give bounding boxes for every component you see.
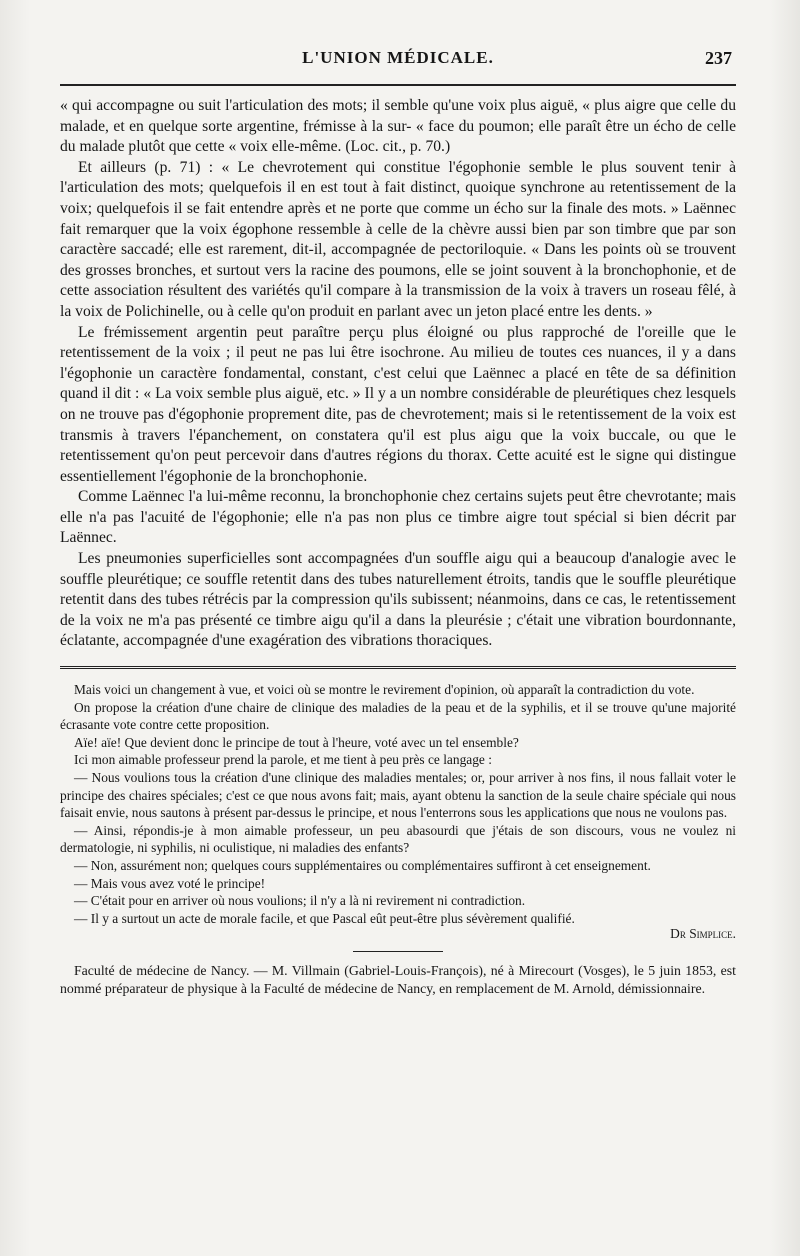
- news-item: [60, 962, 736, 998]
- paragraph-5: Les pneumonies superficielles sont accompagnées d'un souffle aigu qui a beaucoup d'analogie avec le souffle pleurétique; ce souffle retentit dans des tubes naturellement étroits, tandis que le souffle pleurétique retentit dans des tubes rétrécis par la compression qu'ils subissent; néanmoins, dans ce cas, le retentissement de la voix ne m'a pas présenté ce timbre aigu qu'il a dans la pleurésie ; c'était une vibration bourdonnante, éclatante, accompagnée d'une exagération des vibrations thoraciques.: [60, 550, 736, 650]
- main-text: [60, 96, 736, 652]
- header-rule: [60, 84, 736, 86]
- note-paragraph-5: — Nous voulions tous la création d'une clinique des maladies mentales; or, pour arriver à nos fins, il nous fallait voter le principe des chaires spéciales; c'est ce que nous avons fait; mais, ayant obtenu la sanction de la seule chaire spéciale qui nous faisait envie, nous sautons à présent par-dessus le principe, et nous l'enterrons sous les applications que nous ne voulons pas.: [60, 770, 736, 821]
- paragraph-1: « qui accompagne ou suit l'articulation des mots; il semble qu'une voix plus aiguë, « plus aigre que celle du malade, et en quelque sorte argentine, frémisse à la sur- « face du poumon; elle paraît être un écho de celle du malade plutôt que cette « voix elle-même. (Loc. cit., p. 70.): [60, 97, 736, 156]
- note-paragraph-8: — Mais vous avez voté le principe!: [74, 875, 266, 891]
- signature: Dr Simplice.: [670, 926, 736, 942]
- news-paragraph: Faculté de médecine de Nancy. — M. Villmain (Gabriel-Louis-François), né à Mirecourt (Vosges), le 5 juin 1853, est nommé préparateur de physique à la Faculté de médecine de Nancy, en remplacement de M. Arnold, démissionnaire.: [60, 962, 736, 996]
- note-paragraph-10: — Il y a surtout un acte de morale facile, et que Pascal eût peut-être plus sévèrement qualifié.: [74, 910, 575, 926]
- note-paragraph-7: — Non, assurément non; quelques cours supplémentaires ou complémentaires suffiront à cet enseignement.: [74, 857, 651, 873]
- note-paragraph-2: On propose la création d'une chaire de clinique des maladies de la peau et de la syphilis, et il se trouve qu'une majorité écrasante vote contre cette proposition.: [60, 699, 736, 733]
- page-header: [60, 48, 736, 80]
- feuilleton-note: [60, 681, 736, 943]
- paragraph-2: Et ailleurs (p. 71) : « Le chevrotement qui constitue l'égophonie semble le plus souvent tenir à l'articulation des mots; quelquefois il en est tout à fait distinct, quoique synchrone au retentissement de la voix; quelquefois il se fait entendre après et ne porte que comme un écho sur la finale des mots. » Laënnec fait remarquer que la voix égophone ressemble à celle de la chèvre aussi bien par son timbre que par son caractère saccadé; elle est rarement, dit-il, accompagnée de pectoriloquie. « Dans les points où se trouvent des grosses bronches, et surtout vers la racine des poumons, elle se joint souvent à la bronchophonie, et de cette association résultent des variétés qu'il compare à la transmission de la voix à travers un roseau fêlé, à la voix de Polichinelle, ou à celle qu'on produit en parlant avec un jeton placé entre les dents. »: [60, 158, 736, 320]
- news-rule: [353, 951, 443, 952]
- section-rule: [60, 666, 736, 669]
- note-paragraph-4: Ici mon aimable professeur prend la parole, et me tient à peu près ce langage :: [74, 752, 492, 768]
- note-paragraph-9: — C'était pour en arriver où nous voulions; il n'y a là ni revirement ni contradiction.: [74, 893, 526, 909]
- note-paragraph-1: Mais voici un changement à vue, et voici où se montre le revirement d'opinion, où apparaît la contradiction du vote.: [74, 682, 695, 698]
- page-number: 237: [705, 48, 732, 68]
- note-paragraph-3: Aïe! aïe! Que devient donc le principe de tout à l'heure, voté avec un tel ensemble?: [74, 734, 519, 750]
- paragraph-4: Comme Laënnec l'a lui-même reconnu, la bronchophonie chez certains sujets peut être chevrotante; mais elle n'a pas l'acuité de l'égophonie; elle n'a pas non plus ce timbre aigre tout spécial si bien décrit par Laënnec.: [60, 488, 736, 547]
- running-title: L'UNION MÉDICALE.: [302, 48, 494, 67]
- paragraph-3: Le frémissement argentin peut paraître perçu plus éloigné ou plus rapproché de l'oreille que le retentissement de la voix ; il peut ne pas lui être isochrone. Au milieu de toutes ces nuances, il y a dans l'égophonie un caractère fondamental, constant, c'est celui que Laënnec a placé en tête de sa définition quand il dit : « La voix semble plus aiguë, etc. » Il y a un nombre considérable de pleurétiques chez lesquels on ne trouve pas d'égophonie proprement dite, pas de chevrotement; mais si le retentissement de la voix est transmis à travers l'épanchement, on constatera qu'il est plus aigu que la voix buccale, ou que le retentissement qu'on peut percevoir dans d'autres régions du thorax. Cette acuité est le signe qui distingue essentiellement l'égophonie de la bronchophonie.: [60, 323, 736, 485]
- note-paragraph-6: — Ainsi, répondis-je à mon aimable professeur, un peu abasourdi que j'étais de son discours, vous ne voulez ni dermatologie, ni syphilis, ni oculistique, ni maladies des enfants?: [60, 822, 736, 856]
